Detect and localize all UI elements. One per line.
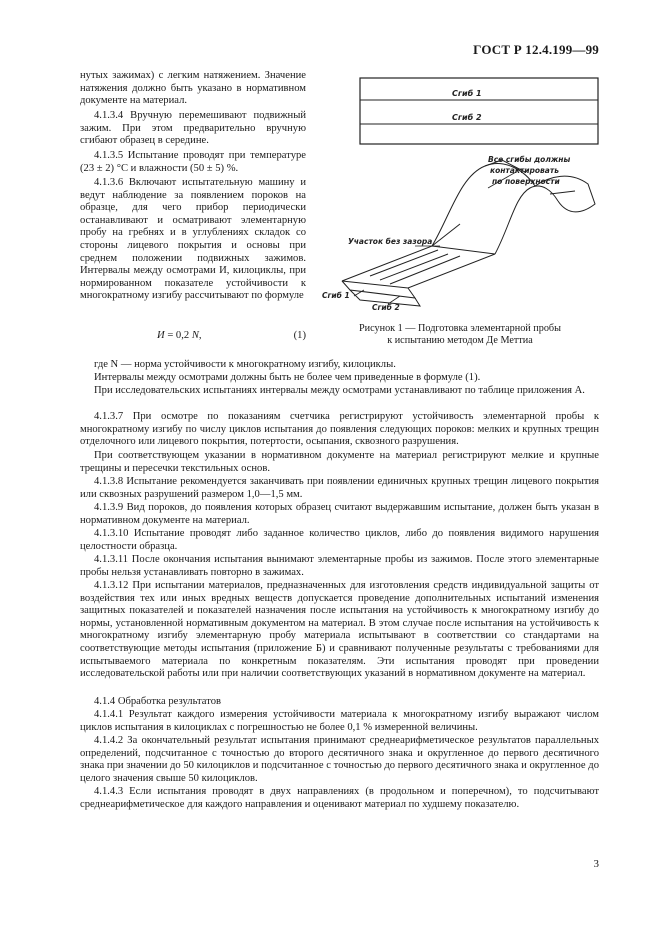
paragraph-4-1-3-10: 4.1.3.10 Испытание проводят либо заданное количество циклов, либо до появления видимого нарушения целостности образца. [80,528,599,552]
figure-1 [320,76,600,326]
all-seams-label-2: контактировать [490,166,559,175]
specimen-diagram [320,76,600,326]
paragraph-cracks: При соответствующем указании в нормативном документе на материал регистрируют мелкие и крупные трещины и пересечки текстильных основ. [80,450,599,474]
paragraph-4-1-3-5: 4.1.3.5 Испытание проводят при температуре (23 ± 2) °С и влажности (50 ± 5) %. [80,150,306,174]
paragraph-4-1-4-3: 4.1.4.3 Если испытания проводят в двух направлениях (в продольном и поперечном), то подсчитывают среднеарифметическое для каждого направления и оценивают материал по худшему показателю. [80,786,599,810]
flat-specimen-outline [360,78,598,144]
formula-explanation: где N — норма устойчивости к многократному изгибу, килоциклы. [94,359,396,370]
section-4-1-4-title: 4.1.4 Обработка результатов [94,696,221,707]
seam-1-lower-label: Сгиб 1 [322,291,350,300]
paragraph-4-1-3-8: 4.1.3.8 Испытание рекомендуется заканчивать при появлении единичных крупных трещин лицевого покрытия или сквозных разрушений размером 1,0—1,5 мм. [80,476,599,500]
formula-number: (1) [293,330,306,341]
paragraph-research-intervals: При исследовательских испытаниях интервалы между осмотрами устанавливают по таблице приложения А. [94,385,585,396]
figure-caption [320,323,600,347]
paragraph-4-1-3-11: 4.1.3.11 После окончания испытания вынимают элементарные пробы из зажимов. После этого элементарные пробы нельзя устанавливать повторно в зажимах. [80,554,599,578]
formula-lhs: И [157,330,165,341]
seam-2-lower-label: Сгиб 2 [372,303,400,312]
paragraph-4-1-3-12: 4.1.3.12 При испытании материалов, предназначенных для изготовления средств индивидуальной защиты от воздействия тех или иных вредных веществ допускается проведение дополнительных испытаний изменения защитных показателей и показателей назначения после испытания на устойчивость к многократному изгибу до нормы, установленной нормативным документом на материал. В этом случае после испытания на устойчивость к многократному изгибу элементарную пробу материала испытывают в соответствии со стандартами на соответствующие методы испытания (приложение Б) и сравнивают полученные результаты с требованиями для испытываемого материала по конкретным показателям. Эти испытания проводят при проведении исследовательской работы или при наличии соответствующих указаний в нормативном документе на материал. [80,580,599,680]
paragraph-4-1-3-4: 4.1.3.4 Вручную перемешивают подвижный зажим. При этом предварительно вручную сгибают образец в середине. [80,110,306,147]
paragraph-4-1-3-7: 4.1.3.7 При осмотре по показаниям счетчика регистрируют устойчивость элементарной пробы к многократному изгибу по числу циклов испытания до появления следующих пороков: мелких и крупных трещин отделочного или лицевого покрытия, потертости, осыпания, сквозного разрушения. [80,411,599,448]
caption-line-1: Рисунок 1 — Подготовка элементарной пробы [359,323,561,334]
paragraph-4-1-3-6: 4.1.3.6 Включают испытательную машину и ведут наблюдение за появлением пороков на образце, для чего прибор периодически останавливают и осматривают элементарную пробу на гребнях и в углублениях складок со стороны лицевого покрытия и основы при среднем положении подвижных зажимов. Интервалы между осмотрами И, килоциклы, при нормированном показателе устойчивости к многократному изгибу рассчитывают по формуле [80,177,306,302]
seam-1-label: Сгиб 1 [452,89,482,98]
caption-line-2: к испытанию методом Де Меттиа [387,335,533,346]
formula-var: N, [191,330,202,341]
paragraph-intervals: Интервалы между осмотрами должны быть не более чем приведенные в формуле (1). [94,372,481,383]
all-seams-label-3: по поверхности [492,177,560,186]
paragraph-4-1-4-2: 4.1.4.2 За окончательный результат испытания принимают среднеарифметическое результатов параллельных определений, подсчитанное с точностью до второго десятичного знака и округленное до первого десятичного знака при значении до 50 килоциклов и подсчитанное с точностью до первого десятичного знака и округленное до целого значения свыше 50 килоциклов. [80,735,599,784]
free-section-label: Участок без зазора [348,237,433,246]
standard-header: ГОСТ Р 12.4.199—99 [473,42,599,57]
formula-rhs: = 0,2 [167,330,190,341]
paragraph-continuation: нутых зажимах) с легким натяжением. Значение натяжения должно быть указано в нормативном документе на материал. [80,70,306,107]
paragraph-4-1-3-9: 4.1.3.9 Вид пороков, до появления которых образец считают выдержавшим испытание, должен быть указан в нормативном документе на материал. [80,502,599,526]
all-seams-label-1: Все сгибы должны [488,155,571,164]
seam-2-label: Сгиб 2 [452,113,482,122]
page-number: 3 [593,858,599,870]
paragraph-4-1-4-1: 4.1.4.1 Результат каждого измерения устойчивости материала к многократному изгибу выражают числом циклов испытания в килоциклах с погрешностью не более 0,1 % измеренной величины. [80,709,599,733]
